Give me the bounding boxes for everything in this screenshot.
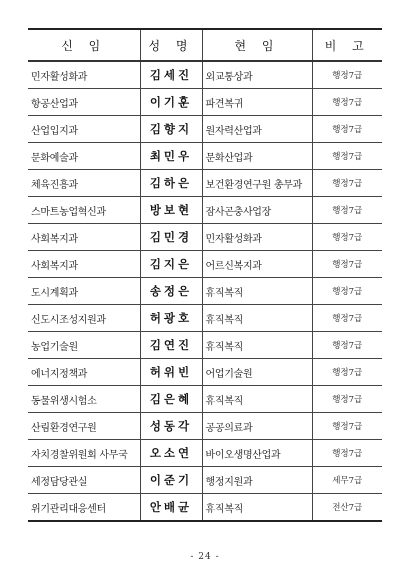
current-post-cell: 민자활성화과 (202, 224, 312, 251)
name-cell: 안배균 (140, 494, 202, 522)
table-row (28, 170, 382, 197)
table-row (28, 413, 382, 440)
current-post-cell: 파견복귀 (202, 89, 312, 116)
table-row (28, 61, 382, 89)
new-post-cell: 항공산업과 (28, 89, 140, 116)
new-post-cell: 사회복지과 (28, 251, 140, 278)
name-cell: 김은혜 (140, 386, 202, 413)
note-cell: 행정7급 (312, 116, 382, 143)
table-row (28, 278, 382, 305)
note-cell: 행정7급 (312, 278, 382, 305)
new-post-cell: 위기관리대응센터 (28, 494, 140, 522)
new-post-cell: 신도시조성지원과 (28, 305, 140, 332)
current-post-cell: 보건환경연구원 총무과 (202, 170, 312, 197)
note-cell: 행정7급 (312, 197, 382, 224)
table-body (28, 61, 382, 521)
note-cell: 전산7급 (312, 494, 382, 522)
name-cell: 허위빈 (140, 359, 202, 386)
new-post-cell: 에너지정책과 (28, 359, 140, 386)
note-cell: 행정7급 (312, 413, 382, 440)
new-post-cell: 민자활성화과 (28, 61, 140, 89)
header-current-post: 현 임 (202, 29, 312, 61)
table-row (28, 494, 382, 522)
current-post-cell: 휴직복직 (202, 386, 312, 413)
current-post-cell: 휴직복직 (202, 332, 312, 359)
note-cell: 행정7급 (312, 251, 382, 278)
header-row (28, 29, 382, 61)
note-cell: 행정7급 (312, 89, 382, 116)
note-cell: 행정7급 (312, 305, 382, 332)
table-row (28, 224, 382, 251)
name-cell: 김지은 (140, 251, 202, 278)
table-row (28, 305, 382, 332)
name-cell: 이기훈 (140, 89, 202, 116)
current-post-cell: 외교통상과 (202, 61, 312, 89)
current-post-cell: 문화산업과 (202, 143, 312, 170)
note-cell: 행정7급 (312, 224, 382, 251)
current-post-cell: 바이오생명산업과 (202, 440, 312, 467)
note-cell: 행정7급 (312, 440, 382, 467)
name-cell: 김향지 (140, 116, 202, 143)
table-row (28, 197, 382, 224)
header-name: 성 명 (140, 29, 202, 61)
name-cell: 김세진 (140, 61, 202, 89)
table-row (28, 467, 382, 494)
new-post-cell: 산업입지과 (28, 116, 140, 143)
table-row (28, 251, 382, 278)
current-post-cell: 어업기술원 (202, 359, 312, 386)
table-row (28, 89, 382, 116)
note-cell: 행정7급 (312, 61, 382, 89)
current-post-cell: 어르신복지과 (202, 251, 312, 278)
name-cell: 김민경 (140, 224, 202, 251)
table-row (28, 386, 382, 413)
personnel-table (28, 28, 382, 522)
new-post-cell: 동물위생시험소 (28, 386, 140, 413)
name-cell: 성동각 (140, 413, 202, 440)
new-post-cell: 문화예술과 (28, 143, 140, 170)
table-row (28, 359, 382, 386)
current-post-cell: 잠사곤충사업장 (202, 197, 312, 224)
table-row (28, 332, 382, 359)
name-cell: 김연진 (140, 332, 202, 359)
note-cell: 행정7급 (312, 143, 382, 170)
new-post-cell: 자치경찰위원회 사무국 (28, 440, 140, 467)
name-cell: 최민우 (140, 143, 202, 170)
table-row (28, 440, 382, 467)
current-post-cell: 휴직복직 (202, 494, 312, 522)
note-cell: 세무7급 (312, 467, 382, 494)
current-post-cell: 공공의료과 (202, 413, 312, 440)
note-cell: 행정7급 (312, 332, 382, 359)
note-cell: 행정7급 (312, 386, 382, 413)
name-cell: 오소연 (140, 440, 202, 467)
header-note: 비 고 (312, 29, 382, 61)
new-post-cell: 산림환경연구원 (28, 413, 140, 440)
name-cell: 허광호 (140, 305, 202, 332)
new-post-cell: 농업기술원 (28, 332, 140, 359)
name-cell: 이준기 (140, 467, 202, 494)
new-post-cell: 사회복지과 (28, 224, 140, 251)
current-post-cell: 원자력산업과 (202, 116, 312, 143)
header-new-post: 신 임 (28, 29, 140, 61)
current-post-cell: 행정지원과 (202, 467, 312, 494)
note-cell: 행정7급 (312, 170, 382, 197)
new-post-cell: 체육진흥과 (28, 170, 140, 197)
table-row (28, 143, 382, 170)
name-cell: 방보현 (140, 197, 202, 224)
current-post-cell: 휴직복직 (202, 278, 312, 305)
table-row (28, 116, 382, 143)
current-post-cell: 휴직복직 (202, 305, 312, 332)
name-cell: 송정은 (140, 278, 202, 305)
note-cell: 행정7급 (312, 359, 382, 386)
new-post-cell: 스마트농업혁신과 (28, 197, 140, 224)
name-cell: 김하은 (140, 170, 202, 197)
new-post-cell: 도시계획과 (28, 278, 140, 305)
page-number: - 24 - (190, 552, 220, 562)
new-post-cell: 세정담당관실 (28, 467, 140, 494)
